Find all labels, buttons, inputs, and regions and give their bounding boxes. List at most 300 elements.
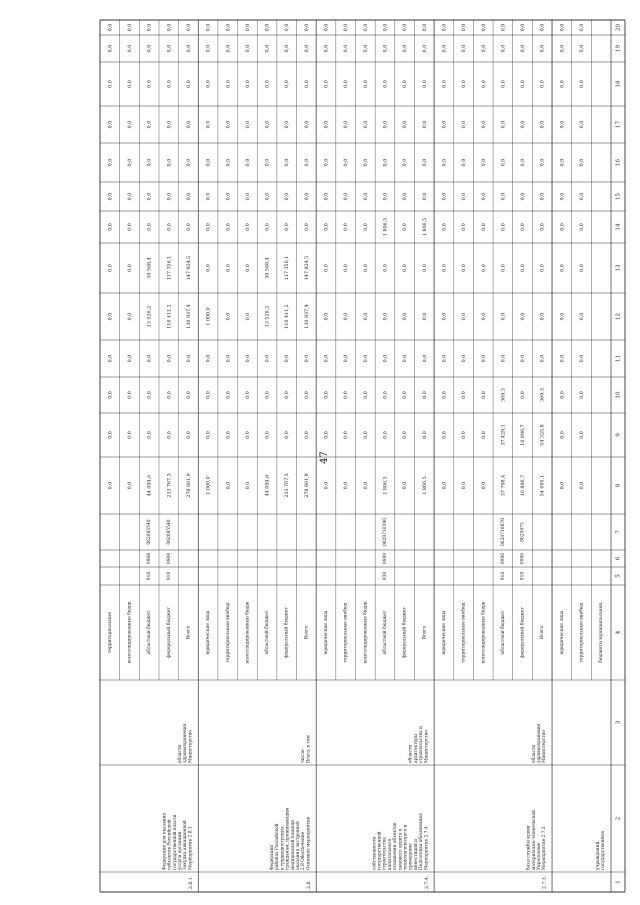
value-cell: 37 798,4 — [501, 474, 507, 497]
item-name: в труднодоступных — [280, 826, 286, 870]
value-cell: 0,0 — [580, 192, 586, 201]
value-cell: 0,0 — [422, 23, 428, 32]
value-cell: 0,0 — [265, 80, 271, 88]
value-cell: 0,0 — [442, 223, 448, 231]
value-cell: 0,0 — [245, 312, 251, 321]
value-cell: 54 325,8 — [540, 424, 546, 446]
value-cell: 0,0 — [108, 192, 114, 201]
value-cell: 0,0 — [186, 158, 192, 167]
value-cell: 0,0 — [226, 44, 232, 53]
value-cell: 0,0 — [481, 80, 487, 88]
value-cell: 0,0 — [344, 312, 350, 321]
code-cell: 0620710870 — [500, 518, 506, 546]
value-cell: 1 806,5 — [383, 217, 389, 237]
item-name: Мероприятие 2.7.4 — [424, 826, 430, 870]
value-cell: 0,0 — [383, 312, 389, 321]
code-cell: 0904 — [166, 552, 172, 565]
value-cell: 0,0 — [580, 23, 586, 32]
item-name: ценового аудита в — [398, 828, 404, 870]
value-cell: 0,0 — [521, 391, 527, 399]
value-cell: 0,0 — [108, 354, 114, 363]
value-cell: 0,0 — [127, 80, 133, 88]
value-cell: 0,0 — [285, 354, 291, 363]
value-cell: 0,0 — [108, 481, 114, 490]
value-cell: 13 526,2 — [265, 305, 271, 328]
column-number: 17 — [615, 121, 622, 128]
value-cell: 0,0 — [265, 431, 271, 439]
value-cell: 0,0 — [422, 158, 428, 167]
item-name: Мероприятие 2.8.1 — [188, 826, 194, 870]
executor-name: области — [408, 744, 414, 763]
value-cell: 116 411,2 — [285, 304, 291, 329]
value-cell: 0,0 — [186, 120, 192, 129]
code-cell: 0909 — [382, 552, 388, 565]
value-cell: 0,0 — [521, 192, 527, 201]
value-cell: 0,0 — [442, 158, 448, 167]
value-cell: 0,0 — [462, 264, 468, 272]
row-label: консолидированные бюдж — [245, 601, 251, 664]
item-number: 2.8. — [306, 880, 312, 889]
value-cell: 0,0 — [324, 391, 330, 399]
row-label: Всего — [186, 625, 192, 640]
value-cell: 0,0 — [324, 223, 330, 231]
value-cell: 0,0 — [147, 23, 153, 32]
value-cell: 0,0 — [422, 431, 428, 439]
column-number: 5 — [615, 574, 622, 578]
table-grid — [100, 20, 625, 892]
column-number: 9 — [615, 433, 622, 437]
value-cell: 0,0 — [481, 391, 487, 399]
value-cell: 0,0 — [422, 192, 428, 201]
value-cell: 0,0 — [265, 354, 271, 363]
item-name: Укрепление — [537, 842, 543, 870]
value-cell: 0,0 — [127, 354, 133, 363]
value-cell: 0,0 — [147, 158, 153, 167]
value-cell: 0,0 — [245, 431, 251, 439]
value-cell: 0,0 — [560, 391, 566, 399]
value-cell: 0,0 — [186, 431, 192, 439]
value-cell: 0,0 — [481, 264, 487, 272]
value-cell: 0,0 — [462, 481, 468, 490]
value-cell: 0,0 — [324, 354, 330, 363]
value-cell: 0,0 — [540, 192, 546, 201]
value-cell: 0,0 — [442, 481, 448, 490]
value-cell: 0,0 — [265, 158, 271, 167]
value-cell: 0,0 — [108, 158, 114, 167]
value-cell: 0,0 — [442, 264, 448, 272]
value-cell: 0,0 — [363, 80, 369, 88]
column-number: 2 — [615, 816, 622, 821]
executor-name: области — [178, 744, 184, 763]
value-cell: 0,0 — [245, 264, 251, 272]
value-cell: 0,0 — [344, 158, 350, 167]
value-cell: 0,0 — [285, 120, 291, 129]
value-cell: 0,0 — [363, 44, 369, 53]
value-cell: 0,0 — [108, 44, 114, 53]
value-cell: 0,0 — [206, 223, 212, 231]
value-cell: 0,0 — [167, 80, 173, 88]
value-cell: 0,0 — [403, 264, 409, 272]
value-cell: 0,0 — [265, 391, 271, 399]
value-cell: 0,0 — [403, 158, 409, 167]
value-cell: 0,0 — [462, 120, 468, 129]
value-cell: 0,0 — [560, 158, 566, 167]
value-cell: 0,0 — [403, 192, 409, 201]
value-cell: 0,0 — [127, 481, 133, 490]
row-label: юридические лица — [206, 610, 212, 655]
value-cell: 0,0 — [167, 158, 173, 167]
value-cell: 0,0 — [265, 23, 271, 32]
value-cell: 0,0 — [580, 481, 586, 490]
value-cell: 0,0 — [226, 264, 232, 272]
value-cell: 0,0 — [108, 23, 114, 32]
row-label: федеральный бюджет — [402, 607, 408, 658]
item-name: учреждений — [595, 841, 601, 870]
value-cell: 0,0 — [422, 80, 428, 88]
column-number: 16 — [615, 159, 622, 166]
value-cell: 278 861,9 — [304, 473, 310, 498]
value-cell: 0,0 — [344, 264, 350, 272]
executor-name: здравоохранения — [537, 723, 543, 763]
row-label: областной бюджет — [382, 610, 388, 655]
value-cell: 30 568,4 — [265, 257, 271, 279]
value-cell: 0,0 — [285, 23, 291, 32]
row-label: областной бюджет — [147, 610, 153, 655]
item-name: государственной — [377, 831, 383, 870]
value-cell: 0,0 — [226, 120, 232, 129]
value-cell: 0,0 — [580, 264, 586, 272]
value-cell: 0,0 — [383, 354, 389, 363]
value-cell: 0,0 — [108, 264, 114, 272]
value-cell: 0,0 — [127, 120, 133, 129]
row-label: федеральный бюджет — [166, 607, 172, 658]
value-cell: 0,0 — [462, 192, 468, 201]
value-cell: 0,0 — [304, 158, 310, 167]
value-cell: 0,0 — [344, 354, 350, 363]
value-cell: 0,0 — [481, 223, 487, 231]
code-cell: 918 — [147, 571, 153, 581]
value-cell: 0,0 — [540, 312, 546, 321]
value-cell: 0,0 — [383, 80, 389, 88]
value-cell: 0,0 — [206, 354, 212, 363]
executor-name: числе: — [301, 748, 307, 763]
value-cell: 0,0 — [344, 391, 350, 399]
value-cell: 0,0 — [226, 80, 232, 88]
value-cell: 0,0 — [344, 481, 350, 490]
value-cell: 0,0 — [481, 312, 487, 321]
item-name: собственности — [372, 836, 378, 870]
value-cell: 0,0 — [363, 481, 369, 490]
value-cell: 0,0 — [580, 312, 586, 321]
value-cell: 0,0 — [462, 431, 468, 439]
value-cell: 0,0 — [462, 80, 468, 88]
value-cell: 0,0 — [206, 120, 212, 129]
column-number: 7 — [615, 530, 622, 534]
value-cell: 0,0 — [186, 391, 192, 399]
value-cell: 0,0 — [344, 223, 350, 231]
item-name: строительства — [382, 837, 388, 870]
row-label: областной бюджет — [500, 610, 506, 655]
value-cell: 0,0 — [108, 80, 114, 88]
value-cell: 0,0 — [383, 192, 389, 201]
value-cell: 0,0 — [580, 223, 586, 231]
row-label: территориальные внебюд — [579, 602, 585, 663]
row-label: территориальные внебюд — [343, 602, 349, 663]
item-name: отношении объектов — [393, 822, 399, 870]
value-cell: 0,0 — [245, 391, 251, 399]
value-cell: 0,0 — [560, 120, 566, 129]
row-label: консолидированные бюдж — [481, 601, 487, 664]
value-cell: 0,0 — [108, 431, 114, 439]
item-name: субъектов Российской — [167, 819, 173, 870]
value-cell: 0,0 — [127, 391, 133, 399]
value-cell: 0,0 — [226, 391, 232, 399]
value-cell: 0,0 — [422, 264, 428, 272]
column-number: 13 — [615, 264, 622, 272]
value-cell: 0,0 — [540, 264, 546, 272]
value-cell: 233 767,3 — [285, 473, 291, 498]
value-cell: 0,0 — [226, 23, 232, 32]
executor-name: Всего, в том — [306, 735, 312, 763]
column-number: 12 — [615, 313, 622, 320]
value-cell: 0,0 — [344, 431, 350, 439]
value-cell: 0,0 — [521, 158, 527, 167]
row-label: бюджеты муниципальных — [599, 602, 605, 663]
value-cell: 0,0 — [206, 158, 212, 167]
value-cell: 117 356,1 — [285, 255, 291, 281]
value-cell: 0,0 — [167, 120, 173, 129]
value-cell: 0,0 — [127, 192, 133, 201]
item-name: медицинской помощи — [290, 819, 296, 870]
value-cell: 0,0 — [501, 44, 507, 53]
value-cell: 0,0 — [560, 431, 566, 439]
executor-name: здравоохранения — [183, 723, 189, 763]
value-cell: 0,0 — [344, 80, 350, 88]
column-number: 6 — [615, 556, 622, 561]
value-cell: 0,0 — [501, 120, 507, 129]
code-cell: 062085540 — [147, 519, 153, 545]
value-cell: 0,0 — [186, 354, 192, 363]
value-cell: 0,0 — [403, 312, 409, 321]
value-cell: 0,0 — [245, 481, 251, 490]
value-cell: 0,0 — [344, 120, 350, 129]
value-cell: 16 896,7 — [521, 424, 527, 446]
value-cell: 0,0 — [245, 192, 251, 201]
value-cell: 0,0 — [186, 223, 192, 231]
value-cell: 0,0 — [521, 264, 527, 272]
executor-name: области — [531, 744, 537, 763]
value-cell: 0,0 — [245, 120, 251, 129]
item-name: Федерации — [269, 844, 275, 870]
value-cell: 0,0 — [324, 481, 330, 490]
value-cell: 0,0 — [147, 80, 153, 88]
value-cell: 278 861,9 — [186, 473, 192, 498]
value-cell: 0,0 — [462, 391, 468, 399]
value-cell: 0,0 — [560, 264, 566, 272]
value-cell: 0,0 — [540, 223, 546, 231]
value-cell: 0,0 — [501, 264, 507, 272]
value-cell: 0,0 — [521, 80, 527, 88]
item-number: 2.8.1. — [188, 875, 194, 889]
value-cell: 0,0 — [304, 391, 310, 399]
value-cell: 0,0 — [226, 158, 232, 167]
value-cell: 0,0 — [206, 391, 212, 399]
value-cell: 0,0 — [462, 354, 468, 363]
value-cell: 0,0 — [560, 481, 566, 490]
value-cell: 0,0 — [304, 44, 310, 53]
value-cell: 0,0 — [206, 44, 212, 53]
value-cell: 0,0 — [383, 431, 389, 439]
row-label: областной бюджет — [265, 610, 271, 655]
value-cell: 0,0 — [324, 80, 330, 88]
value-cell: 0,0 — [127, 431, 133, 439]
value-cell: 54 695,1 — [540, 474, 546, 497]
column-number: 14 — [615, 223, 622, 231]
executor-name: Министерство — [542, 730, 548, 763]
value-cell: 0,0 — [304, 354, 310, 363]
value-cell: 0,0 — [521, 23, 527, 32]
row-label: федеральный бюджет — [284, 607, 290, 658]
value-cell: 0,0 — [442, 192, 448, 201]
value-cell: 0,0 — [501, 192, 507, 201]
value-cell: 0,0 — [304, 431, 310, 439]
value-cell: 0,0 — [560, 223, 566, 231]
value-cell: 0,0 — [186, 80, 192, 88]
value-cell: 0,0 — [285, 391, 291, 399]
value-cell: 0,0 — [324, 264, 330, 272]
column-number: 11 — [615, 355, 622, 362]
value-cell: 130 937,4 — [304, 304, 310, 329]
value-cell: 0,0 — [363, 354, 369, 363]
value-cell: 0,0 — [540, 23, 546, 32]
code-cell: 918 — [520, 571, 526, 581]
value-cell: 1 806,5 — [383, 476, 389, 495]
value-cell: 0,0 — [521, 312, 527, 321]
value-cell: 0,0 — [403, 120, 409, 129]
value-cell: 0,0 — [383, 23, 389, 32]
item-name: технологического и — [403, 824, 409, 870]
value-cell: 16 896,7 — [521, 474, 527, 497]
value-cell: 0,0 — [127, 158, 133, 167]
value-cell: 0,0 — [285, 80, 291, 88]
row-label: Всего — [540, 625, 546, 640]
value-cell: 0,0 — [344, 23, 350, 32]
value-cell: 0,0 — [147, 223, 153, 231]
value-cell: 0,0 — [324, 158, 330, 167]
value-cell: 369,3 — [501, 388, 507, 402]
value-cell: 0,0 — [167, 431, 173, 439]
value-cell: 0,0 — [265, 120, 271, 129]
value-cell: 0,0 — [442, 44, 448, 53]
code-cell: 0906 — [500, 552, 506, 565]
value-cell: 0,0 — [324, 431, 330, 439]
item-name: оказания экстренной — [295, 821, 301, 870]
column-number: 19 — [615, 45, 622, 52]
value-cell: 0,0 — [324, 44, 330, 53]
value-cell: 0,0 — [147, 391, 153, 399]
row-label: Всего — [422, 625, 428, 640]
value-cell: 13 526,2 — [147, 305, 153, 328]
item-name: государственных — [601, 830, 607, 870]
value-cell: 0,0 — [501, 354, 507, 363]
code-cell: 0904 — [147, 552, 153, 565]
value-cell: 0,0 — [363, 192, 369, 201]
value-cell: 130 937,4 — [186, 304, 192, 329]
value-cell: 0,0 — [540, 80, 546, 88]
value-cell: 0,0 — [462, 158, 468, 167]
value-cell: 0,0 — [383, 264, 389, 272]
value-cell: 0,0 — [462, 23, 468, 32]
value-cell: 44 094,6 — [265, 474, 271, 497]
item-name: проведение — [408, 843, 414, 870]
value-cell: 0,0 — [147, 120, 153, 129]
column-number: 10 — [615, 391, 622, 399]
value-cell: 0,0 — [324, 120, 330, 129]
item-name: Основное мероприятие — [306, 816, 312, 870]
value-cell: 0,0 — [363, 431, 369, 439]
value-cell: 0,0 — [206, 23, 212, 32]
value-cell: 0,0 — [285, 158, 291, 167]
value-cell: 0,0 — [226, 223, 232, 231]
item-name: капитального — [387, 838, 393, 870]
value-cell: 0,0 — [108, 391, 114, 399]
value-cell: 0,0 — [560, 23, 566, 32]
value-cell: 0,0 — [245, 44, 251, 53]
value-cell: 0,0 — [422, 44, 428, 53]
value-cell: 0,0 — [501, 312, 507, 321]
item-name: инвестиций и — [413, 838, 419, 870]
value-cell: 0,0 — [324, 192, 330, 201]
value-cell: 0,0 — [363, 312, 369, 321]
value-cell: 0,0 — [540, 354, 546, 363]
value-cell: 0,0 — [403, 23, 409, 32]
value-cell: 0,0 — [501, 223, 507, 231]
value-cell: 0,0 — [265, 192, 271, 201]
value-cell: 1 000,0 — [206, 307, 212, 326]
value-cell: 0,0 — [245, 158, 251, 167]
value-cell: 0,0 — [442, 120, 448, 129]
executor-name: Министерство — [424, 730, 430, 763]
value-cell: 0,0 — [521, 120, 527, 129]
value-cell: 0,0 — [324, 312, 330, 321]
value-cell: 0,0 — [304, 223, 310, 231]
item-name: Федерации для оказания — [162, 812, 168, 870]
item-number: 2.7.3. — [542, 875, 548, 889]
value-cell: 0,0 — [560, 354, 566, 363]
value-cell: 0,0 — [422, 312, 428, 321]
value-cell: 0,0 — [442, 312, 448, 321]
value-cell: 147 924,5 — [304, 255, 310, 281]
value-cell: 0,0 — [481, 354, 487, 363]
value-cell: 0,0 — [265, 223, 271, 231]
item-name: базы службы крови — [526, 825, 532, 870]
row-label: Всего — [304, 625, 310, 640]
value-cell: 0,0 — [108, 312, 114, 321]
row-label: консолидированные бюдж — [127, 601, 133, 664]
value-cell: 0,0 — [245, 23, 251, 32]
value-cell: 44 094,6 — [147, 474, 153, 497]
value-cell: 0,0 — [108, 120, 114, 129]
column-number: 20 — [615, 24, 622, 31]
value-cell: 0,0 — [501, 158, 507, 167]
item-name: материально-технической — [531, 810, 537, 870]
value-cell: 0,0 — [481, 481, 487, 490]
value-cell: 0,0 — [167, 354, 173, 363]
value-cell: 0,0 — [186, 44, 192, 53]
value-cell: 0,0 — [108, 223, 114, 231]
item-name: услуги органами — [178, 831, 184, 870]
code-cell: 062085540 — [166, 519, 172, 545]
